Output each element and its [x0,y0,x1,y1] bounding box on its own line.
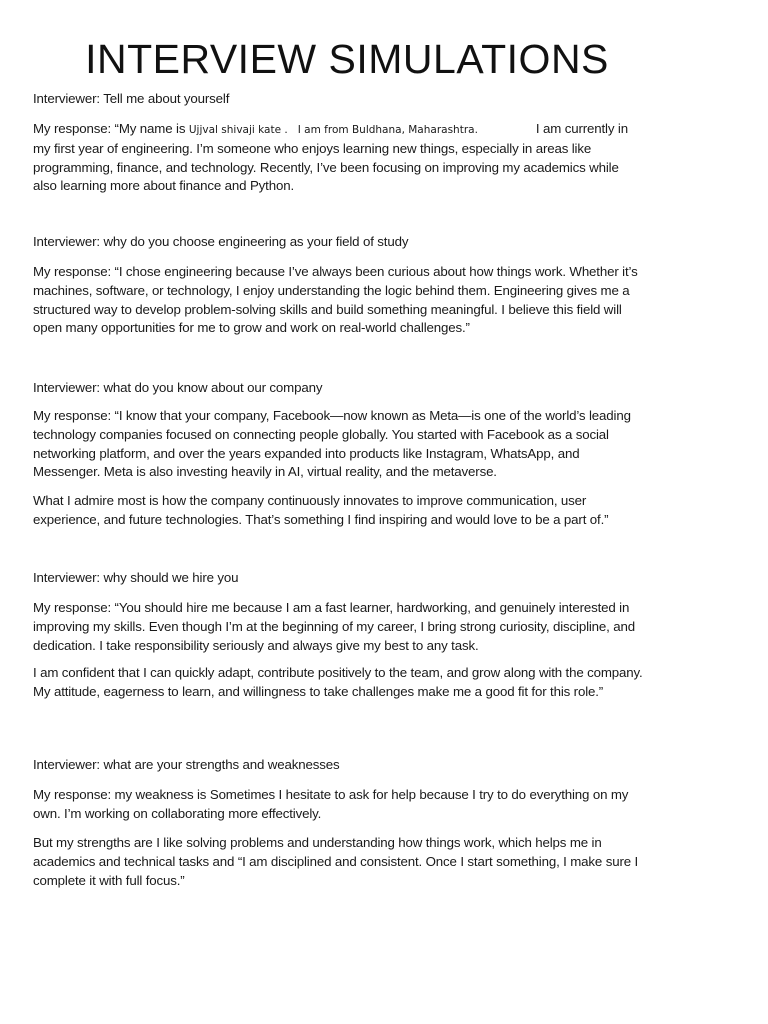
filled-name: Ujjval shivaji kate . [188,124,288,136]
response-rest: first year of engineering. I’m someone who enjoys learning new things, especially in areas like programming, finance, and technology. Recently, I’ve been focusing on improving my academics while also learning more about finance and Python. [33,140,619,194]
filled-location: I am from Buldhana, Maharashtra. [297,124,478,136]
response-prefix: My response: “My name is [33,121,186,136]
question-why-hire: Interviewer: why should we hire you [33,570,239,585]
response-tell-me-about-yourself [33,120,633,196]
question-strengths-weaknesses: Interviewer: what are your strengths and weaknesses [33,757,340,772]
response-why-hire: My response: “You should hire me because I am a fast learner, hardworking, and genuinely interested in improving my skills. Even though I’m at the beginning of my career, I bring strong curiosity, discipline, and dedication. I take responsibility seriously and always give my best to any task. [33,600,636,653]
response-line1-tail: I am currently in my [33,121,628,156]
response-why-hire-confident: I am confident that I can quickly adapt, contribute positively to the team, and grow along with the company. My attitude, eagerness to learn, and willingness to take challenges make me a good fit for this role.” [33,665,643,699]
question-why-engineering: Interviewer: why do you choose engineering as your field of study [33,234,409,249]
response-strengths: But my strengths are I like solving problems and understanding how things work, which helps me in academics and technical tasks and “I am disciplined and consistent. Once I start something, I make sure I complete it with full focus.” [33,835,639,888]
response-about-company-admire: What I admire most is how the company continuously innovates to improve communication, user experience, and future technologies. That’s something I find inspiring and would love to be a part of.” [33,493,609,527]
response-why-engineering: My response: “I chose engineering because I’ve always been curious about how things work. Whether it’s machines, software, or technology, I enjoy understanding the logic behind them. Engineering gives me a structured way to develop problem-solving skills and build something meaningful. I believe this field will open many opportunities for me to grow and work on real-world challenges.” [33,264,638,336]
response-weakness: My response: my weakness is Sometimes I hesitate to ask for help because I try to do everything on my own. I’m working on collaborating more effectively. [33,787,629,821]
page-title: INTERVIEW SIMULATIONS [85,36,609,82]
question-tell-me-about-yourself: Interviewer: Tell me about yourself [33,91,230,106]
question-about-company: Interviewer: what do you know about our company [33,380,323,395]
response-about-company: My response: “I know that your company, Facebook—now known as Meta—is one of the world’s leading technology companies focused on connecting people globally. You started with Facebook as a social networking platform, and over the years expanded into products like Instagram, WhatsApp, and Messenger. Meta is also investing heavily in AI, virtual reality, and the metaverse. [33,408,631,480]
